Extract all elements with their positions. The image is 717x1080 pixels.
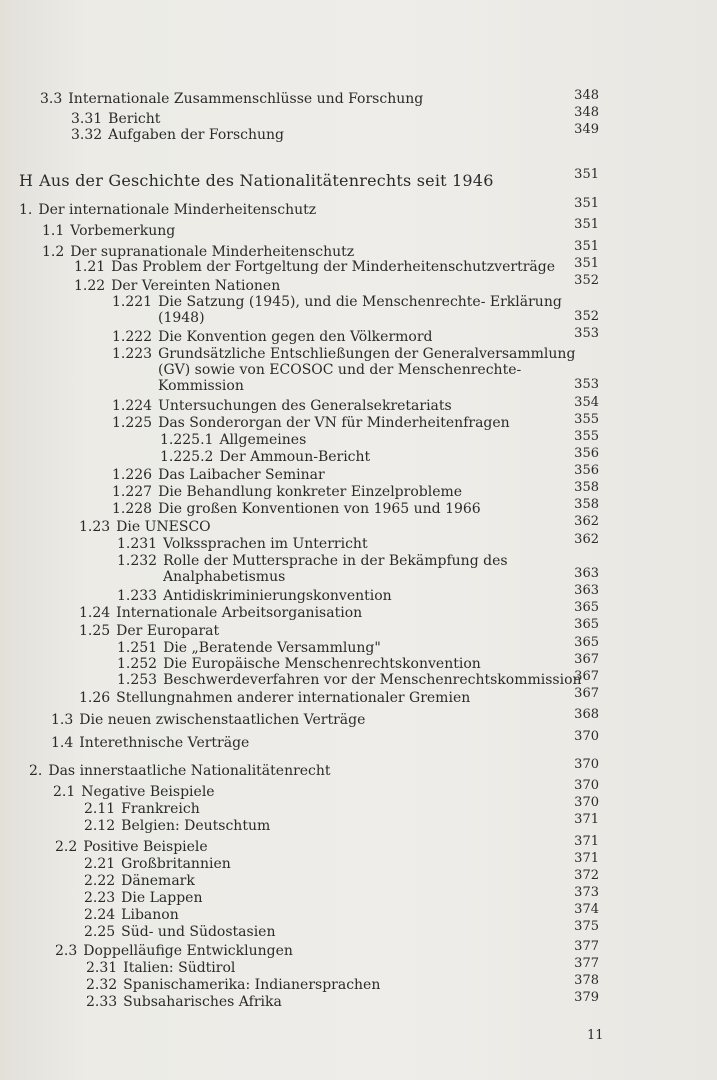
toc-page-number: 351 xyxy=(574,256,599,271)
toc-entry xyxy=(84,890,202,906)
toc-entry xyxy=(112,294,562,326)
toc-entry-number: 1.228 xyxy=(112,501,153,517)
toc-entry-number: 1.221 xyxy=(112,294,153,310)
toc-entry-title: Das Sonderorgan der VN für Minderheitenfragen xyxy=(158,415,510,431)
toc-entry-title: Das Problem der Fortgeltung der Minderheitenschutzverträge xyxy=(111,259,555,275)
toc-entry xyxy=(117,553,508,585)
toc-entry-title: Belgien: Deutschtum xyxy=(121,818,271,834)
toc-entry-title: Stellungnahmen anderer internationaler Gremien xyxy=(116,690,471,706)
toc-entry-number: 2.21 xyxy=(84,856,116,872)
toc-entry-number: 2.2 xyxy=(55,839,78,855)
toc-entry-number: 1.226 xyxy=(112,467,153,483)
toc-entry xyxy=(42,223,175,239)
toc-entry-number: 2.32 xyxy=(86,977,118,993)
toc-entry xyxy=(84,924,276,940)
toc-entry xyxy=(117,656,481,672)
toc-entry-title: Die Konvention gegen den Völkermord xyxy=(158,329,433,345)
toc-entry xyxy=(112,415,510,431)
toc-page-number: 354 xyxy=(574,395,599,410)
toc-page-number: 370 xyxy=(574,757,599,772)
toc-page-number: 370 xyxy=(574,795,599,810)
toc-entry-number: 1.24 xyxy=(79,605,111,621)
toc-entry-number: 2.12 xyxy=(84,818,116,834)
toc-entry-number: 1. xyxy=(19,202,33,218)
toc-page-number: 358 xyxy=(574,497,599,512)
toc-entry-title: Die großen Konventionen von 1965 und 1966 xyxy=(158,501,481,517)
toc-entry-title: Aus der Geschichte des Nationalitätenrechts seit 1946 xyxy=(39,171,494,190)
toc-entry-title: Beschwerdeverfahren vor der Menschenrechtskommission xyxy=(163,672,582,688)
toc-entry-title: Internationale Arbeitsorganisation xyxy=(116,605,363,621)
toc-entry xyxy=(160,432,306,448)
toc-entry-title: Der supranationale Minderheitenschutz xyxy=(70,244,355,260)
toc-entry xyxy=(86,994,282,1010)
toc-entry xyxy=(84,856,231,872)
toc-entry-number: 2.1 xyxy=(53,784,76,800)
toc-entry-number: 2.23 xyxy=(84,890,116,906)
toc-entry xyxy=(74,278,280,294)
toc-entry xyxy=(84,907,179,923)
toc-entry-title: Italien: Südtirol xyxy=(123,960,236,976)
toc-entry-number: 1.22 xyxy=(74,278,106,294)
toc-entry xyxy=(117,536,368,552)
toc-entry-title: Allgemeines xyxy=(219,432,307,448)
toc-page-number: 379 xyxy=(574,990,599,1005)
toc-page-number: 355 xyxy=(574,412,599,427)
toc-entry xyxy=(19,202,316,218)
toc-entry xyxy=(112,329,433,345)
toc-entry xyxy=(71,127,284,143)
toc-entry-number: 2. xyxy=(29,763,43,779)
toc-entry xyxy=(117,640,381,656)
toc-entry-title: Positive Beispiele xyxy=(83,839,208,855)
toc-entry xyxy=(79,605,362,621)
toc-entry-title: Die „Beratende Versammlung" xyxy=(163,640,381,656)
toc-entry-title: Das innerstaatliche Nationalitätenrecht xyxy=(48,763,331,779)
toc-page-number: 351 xyxy=(574,167,599,182)
toc-page-number: 352 xyxy=(574,273,599,288)
toc-entry-number: 1.231 xyxy=(117,536,158,552)
toc-entry-title: Der internationale Minderheitenschutz xyxy=(38,202,317,218)
toc-entry xyxy=(42,244,354,260)
toc-entry-title: Großbritannien xyxy=(121,856,231,872)
toc-entry-title: Spanischamerika: Indianersprachen xyxy=(123,977,381,993)
toc-page-number: 362 xyxy=(574,514,599,529)
toc-page-number: 363 xyxy=(574,566,599,581)
toc-entry-number: 1.223 xyxy=(112,346,153,362)
toc-page-number: 367 xyxy=(574,652,599,667)
toc-page-number: 375 xyxy=(574,919,599,934)
toc-entry-title-continuation: (1948) xyxy=(158,310,205,326)
toc-entry xyxy=(19,172,494,190)
toc-entry-number: 1.232 xyxy=(117,553,158,569)
toc-entry-number: 1.4 xyxy=(51,735,74,751)
toc-page-number: 358 xyxy=(574,480,599,495)
toc-entry xyxy=(112,398,452,414)
toc-entry-title: Internationale Zusammenschlüsse und Forschung xyxy=(68,91,424,107)
toc-entry xyxy=(112,484,462,500)
toc-entry-title: Die Satzung (1945), und die Menschenrechte- Erklärung xyxy=(158,294,562,310)
toc-page-number: 367 xyxy=(574,686,599,701)
toc-entry-number: 1.23 xyxy=(79,519,111,535)
toc-page-number: 365 xyxy=(574,635,599,650)
toc-entry xyxy=(79,519,211,535)
toc-page-number: 374 xyxy=(574,902,599,917)
toc-page-number: 356 xyxy=(574,463,599,478)
toc-entry xyxy=(86,960,235,976)
toc-entry-number: 1.253 xyxy=(117,672,158,688)
toc-entry-number: 1.225.1 xyxy=(160,432,214,448)
toc-entry xyxy=(71,111,160,127)
toc-page-number: 355 xyxy=(574,429,599,444)
toc-entry-title: Die UNESCO xyxy=(116,519,211,535)
toc-entry-title: Süd- und Südostasien xyxy=(121,924,276,940)
toc-entry-number: H xyxy=(19,171,34,190)
toc-entry-title: Die Lappen xyxy=(121,890,203,906)
toc-entry xyxy=(40,91,423,107)
toc-entry-title: Doppelläufige Entwicklungen xyxy=(83,943,293,959)
toc-entry xyxy=(84,818,270,834)
toc-entry-number: 1.1 xyxy=(42,223,65,239)
toc-page-number: 349 xyxy=(574,122,599,137)
toc-entry-title-continuation: (GV) sowie von ECOSOC und der Menschenrechte- xyxy=(158,362,522,378)
toc-page-number: 365 xyxy=(574,617,599,632)
toc-entry-title: Volkssprachen im Unterricht xyxy=(163,536,368,552)
toc-entry xyxy=(79,623,219,639)
toc-entry-number: 1.26 xyxy=(79,690,111,706)
page-number: 11 xyxy=(587,1028,604,1043)
toc-entry xyxy=(84,873,195,889)
toc-entry-number: 1.227 xyxy=(112,484,153,500)
toc-entry xyxy=(51,712,365,728)
toc-entry xyxy=(74,259,555,275)
toc-entry-number: 3.31 xyxy=(71,111,103,127)
toc-page-number: 351 xyxy=(574,196,599,211)
toc-entry xyxy=(55,943,293,959)
toc-entry-title: Der Ammoun-Bericht xyxy=(219,449,371,465)
toc-entry-number: 3.32 xyxy=(71,127,103,143)
toc-page-number: 353 xyxy=(574,377,599,392)
toc-entry xyxy=(117,672,582,688)
toc-page-number: 370 xyxy=(574,729,599,744)
toc-page-number: 352 xyxy=(574,309,599,324)
toc-page-number: 367 xyxy=(574,669,599,684)
toc-entry-number: 2.24 xyxy=(84,907,116,923)
toc-page-number: 371 xyxy=(574,812,599,827)
toc-entry-number: 1.2 xyxy=(42,244,65,260)
toc-entry-title: Dänemark xyxy=(121,873,195,889)
toc-page-number: 377 xyxy=(574,956,599,971)
toc-page-number: 372 xyxy=(574,868,599,883)
toc-page-number: 356 xyxy=(574,446,599,461)
toc-entry xyxy=(84,801,200,817)
toc-entry-title: Die Europäische Menschenrechtskonvention xyxy=(163,656,481,672)
toc-entry-title: Rolle der Muttersprache in der Bekämpfung des xyxy=(163,553,508,569)
toc-page-number: 371 xyxy=(574,834,599,849)
toc-entry-title: Aufgaben der Forschung xyxy=(108,127,284,143)
toc-entry-title: Negative Beispiele xyxy=(81,784,215,800)
toc-entry-title: Grundsätzliche Entschließungen der Generalversammlung xyxy=(158,346,576,362)
toc-entry-title-continuation: Kommission xyxy=(158,378,244,394)
toc-entry-number: 1.233 xyxy=(117,588,158,604)
toc-entry-title: Die Behandlung konkreter Einzelprobleme xyxy=(158,484,463,500)
toc-entry-number: 1.225 xyxy=(112,415,153,431)
toc-page-number: 368 xyxy=(574,707,599,722)
toc-entry-title: Vorbemerkung xyxy=(70,223,176,239)
toc-entry-number: 1.224 xyxy=(112,398,153,414)
toc-entry-number: 2.25 xyxy=(84,924,116,940)
toc-entry-title: Die neuen zwischenstaatlichen Verträge xyxy=(79,712,366,728)
toc-entry xyxy=(53,784,215,800)
toc-entry-number: 1.3 xyxy=(51,712,74,728)
toc-entry xyxy=(51,735,249,751)
toc-entry-number: 2.33 xyxy=(86,994,118,1010)
toc-entry-number: 2.22 xyxy=(84,873,116,889)
toc-entry-number: 3.3 xyxy=(40,91,63,107)
toc-entry-number: 1.225.2 xyxy=(160,449,214,465)
toc-page-number: 365 xyxy=(574,600,599,615)
toc-entry-title: Bericht xyxy=(108,111,161,127)
toc-entry xyxy=(112,346,575,394)
toc-page-number: 363 xyxy=(574,583,599,598)
toc-entry-title: Subsaharisches Afrika xyxy=(123,994,282,1010)
toc-entry-number: 2.11 xyxy=(84,801,116,817)
toc-entry-title: Der Vereinten Nationen xyxy=(111,278,281,294)
toc-page-number: 353 xyxy=(574,326,599,341)
toc-entry-number: 2.3 xyxy=(55,943,78,959)
toc-entry xyxy=(117,588,392,604)
toc-entry-number: 1.251 xyxy=(117,640,158,656)
toc-entry-title: Antidiskriminierungskonvention xyxy=(163,588,392,604)
toc-entry-number: 1.25 xyxy=(79,623,111,639)
toc-entry-title: Untersuchungen des Generalsekretariats xyxy=(158,398,452,414)
toc-entry-number: 1.222 xyxy=(112,329,153,345)
toc-page-number: 371 xyxy=(574,851,599,866)
toc-page-number: 378 xyxy=(574,973,599,988)
toc-entry xyxy=(29,763,331,779)
toc-entry-number: 1.252 xyxy=(117,656,158,672)
toc-page-number: 373 xyxy=(574,885,599,900)
toc-entry xyxy=(112,467,325,483)
toc-page-number: 348 xyxy=(574,88,599,103)
toc-entry xyxy=(55,839,208,855)
toc-page-number: 370 xyxy=(574,778,599,793)
toc-entry xyxy=(112,501,481,517)
toc-entry-title: Das Laibacher Seminar xyxy=(158,467,325,483)
toc-entry-title-continuation: Analphabetismus xyxy=(163,569,286,585)
toc-entry-title: Interethnische Verträge xyxy=(79,735,250,751)
toc-entry-number: 2.31 xyxy=(86,960,118,976)
toc-entry-number: 1.21 xyxy=(74,259,106,275)
toc-page-number: 351 xyxy=(574,217,599,232)
toc-entry xyxy=(86,977,380,993)
toc-page-number: 377 xyxy=(574,939,599,954)
toc-page-number: 362 xyxy=(574,532,599,547)
toc-entry-title: Libanon xyxy=(121,907,179,923)
toc-entry-title: Frankreich xyxy=(121,801,200,817)
toc-entry xyxy=(160,449,370,465)
toc-page-number: 351 xyxy=(574,239,599,254)
toc-entry-title: Der Europarat xyxy=(116,623,220,639)
toc-entry xyxy=(79,690,470,706)
toc-page-number: 348 xyxy=(574,105,599,120)
